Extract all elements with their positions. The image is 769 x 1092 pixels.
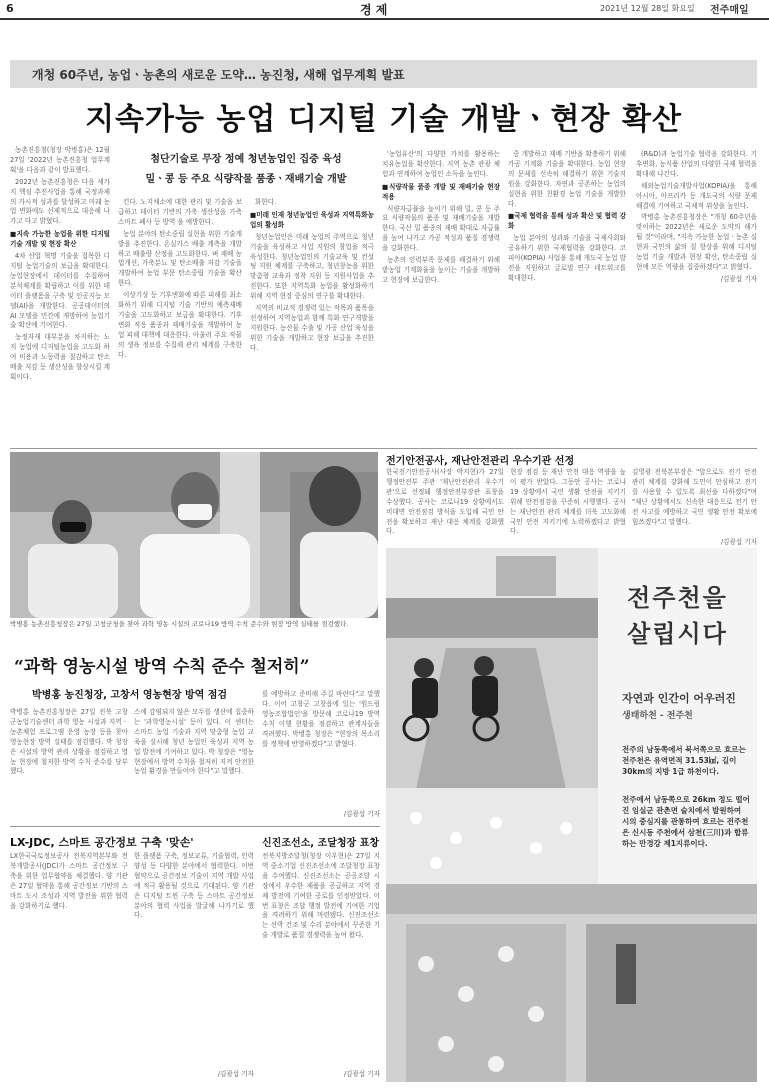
article1-byline: /김광섭 기자: [720, 274, 757, 283]
article1-section-title: ■지속 가능한 농업을 위한 디지털 기술 개발 및 현장 확산: [10, 230, 110, 249]
paper-name: 전주매일: [710, 5, 749, 16]
article1-col3-p3: 지역의 비교적 경쟁력 있는 작목과 품목을 선정하여 지역농업과 함께 특화 연구개발을 지원한다. 농산물 수출 및 가공 산업 육성을 위한 기술을 개발하고 현장 보급을 추진한다.: [250, 304, 374, 352]
article1-col5: [508, 150, 626, 446]
ad-panel: [598, 548, 757, 884]
article1-col1: [10, 146, 110, 446]
article1-col4: [382, 150, 500, 446]
kicker-bar: [10, 60, 757, 88]
article2-col3: 김영광 전북본부장은 "앞으로도 전기 안전 관리 체계를 강화해 도민이 안심하고 전기를 사용할 수 있도록 최선을 다하겠다"며 "재난 상황에서도 신속한 대응으로 전기 안전 사고를 예방하고 국민 생활 안전 확보에 힘쓰겠다"고 말했다.: [632, 468, 757, 526]
article3-col3: 를 예방하고 준비해 주길 바란다"고 말했다. 이어 고창군 고창읍에 있는 '원드림 영농조합법인'을 방문해 코로나19 방역 수칙 이행 현황을 점검하고 관계자들을 격려했다. 박병홍 청장은 "현장의 목소리를 정책에 반영하겠다"고 밝혔다.: [262, 690, 380, 748]
subhead-1: 첨단기술로 무장 정예 청년농업인 집중 육성: [150, 154, 342, 165]
article5-title: 신진조선소, 조달청장 표창: [262, 838, 380, 849]
article1-col4-heading: ■식량작물 품종 개발 및 재배기술 현장 적용: [382, 182, 500, 201]
article2-col2: 현장 점검 등 재난 안전 대응 역량을 높이 평가 받았다. 그동안 공사는 코로나19 상황에서 국민 생활 안전을 지키기 위해 안전점검을 꾸준히 시행했다. 공사는 재난안전 관리 체계를 더욱 고도화해 국민 안전 지키기에 노력하겠다고 밝혔다.: [510, 468, 626, 536]
article3-subtitle: 박병홍 농진청장, 고창서 영농현장 방역 점검: [32, 690, 228, 701]
ad-title-line2: 살립시다: [627, 620, 728, 648]
article4-col2: 한 플랫폼 구축, 정보교류, 기술협력, 인력 양성 등 다양한 분야에서 협력한다. 이번 협약으로 공간정보 기술이 지역 개발 사업에 적극 활용될 것으로 기대된다. 양 기관은 디지털 트윈 구축 등 스마트 공간정보 분야의 협력 사업을 발굴해 나가기로 했다.: [134, 852, 254, 920]
article1-col2-p2: 농업 분야의 탄소중립 실현을 위한 기술개발을 추진한다. 온실가스 배출 계측을 개발하고 배출량 산정을 고도화한다. 벼 재배 농법개선, 가축분뇨 및 탄소배출 저감 기술을 개발하여 농업 부문 탄소중립 기술을 확산한다.: [118, 229, 242, 288]
photo-caption: 박병홍 농촌진흥청장은 27일 고창군청을 찾아 과학 영농 시설의 코로나19 방역 수칙 준수와 현장 방역 실태를 점검했다.: [10, 620, 349, 628]
article3-col2: 스에 감염되지 않은 모두를 생산에 집중하는 '과학영농시설' 등이 있다. 이 센터는 스마트 농업 기술과 지역 맞춤형 농업 교육을 실시해 청년 농업인 육성과 지역 농업 발전에 기여하고 있다. 박 청장은 "영농 현장에서 방역 수칙을 철저히 지켜 안전한 농업 환경을 만들어야 한다"고 말했다.: [134, 708, 254, 776]
issue-date: 2021년 12월 28일 화요일: [600, 4, 695, 13]
ad-body-1: 전주의 남동쪽에서 북서쪽으로 흐르는 전주천은 유역면적 31.53㎢, 길이 30km의 지방 1급 하천이다.: [622, 745, 746, 776]
ad-subtitle-2: 생태하천 - 전주천: [622, 711, 693, 721]
article1-col5-heading: ■국제 협력을 통해 성과 확산 및 협력 강화: [508, 212, 626, 231]
page-header: [0, 0, 769, 20]
article1-body-1: 4차 산업 혁명 기술을 접목한 디지털 농업기술의 보급을 확대한다. 농업현장에서 데이터를 수집하여 분석체계를 확립하고 이를 위한 데이터 플랫폼을 구축 및 인공지능 모델(AI)을 개발한다. 공공데이터의 AI 모델을 민간에 개방하여 농업기술 확산에 기여한다.: [10, 252, 110, 330]
divider-bottom-left: [10, 826, 380, 827]
article5-col1: 전북지방조달청(청장 이우현)은 27일 지역 중소기업 신진조선소에 조달청장 표창을 수여했다. 신진조선소는 공공조달 시장에서 우수한 제품을 공급하고 지역 경제 발전에 기여한 공로를 인정받았다. 이번 표창은 조달 행정 발전에 기여한 기업을 격려하기 위해 마련됐다. 신진조선소는 선박 건조 및 수리 분야에서 꾸준한 기술 개발로 품질 경쟁력을 높여 왔다.: [262, 852, 380, 940]
article3-col1: 박병홍 농촌진흥청장은 27일 전북 고창군농업기술센터 과학 영농 시설과 지역ㆍ농촌체험 프로그램 운영 농장 등을 찾아 영농현장 방역 실태를 점검했다. 박 청장은 시설의 방역 관리 상황을 점검하고 영농 현장에 철저한 방역 수칙 준수를 당부했다.: [10, 708, 128, 776]
ad-subtitle-1: 자연과 인간이 어우러진: [622, 692, 736, 705]
section-divider: [10, 448, 757, 449]
article1-col5-p2: 농업 분야의 성과와 기술을 국제사회와 공유하기 위한 국제협력을 강화한다. 코피아(KOPIA) 사업을 통해 개도국 농업 발전을 지원하고 글로벌 연구 네트워크를 확대한다.: [508, 234, 626, 282]
article4-col1: LX한국국토정보공사 전북지역본부와 전북개발공사(JDC)가 스마트 공간정보 구축을 위한 업무협약을 체결했다. 양 기관은 27일 협약을 통해 공간정보 기반의 스마트 도시 조성과 지역 발전을 위한 협력을 강화하기로 했다.: [10, 852, 128, 910]
article1-col6-p3: 박병홍 농촌진흥청장은 "개청 60주년을 맞이하는 2022년은 새로운 도약의 해가 될 것"이라며, "지속 가능한 농업ㆍ농촌 실현과 국민의 삶의 질 향상을 위해 디지털 농업 기술 개발과 현장 확산, 탄소중립 실현에 모든 역량을 집중하겠다"고 밝혔다.: [636, 213, 757, 271]
article1-col3-p1: 화한다.: [255, 198, 277, 206]
ad-title-line1: 전주천을: [627, 584, 728, 612]
article1-col2-p1: 킨다. 노지채소에 대한 관리 및 기술을 보급하고 데이터 기반의 가축 생산성을 가축 스마트 폐사 등 방역 을 예방한다.: [118, 198, 242, 226]
subhead-2: 밀ㆍ콩 등 주요 식량작물 품종ㆍ재배기술 개발: [145, 174, 347, 185]
kicker-text: 개청 60주년, 농업ㆍ농촌의 새로운 도약… 농진청, 새해 업무계획 발표: [32, 68, 405, 82]
article2-title: 전기안전공사, 재난안전관리 우수기관 선정: [386, 456, 575, 467]
article1-col4-p2: 식량자급률을 높이기 위해 밀, 콩 등 주요 식량작물의 품종 및 재배기술을 개발한다. 국산 밀 품종의 재배 확대로 자급률을 높여 나가고 가공 적성과 품질 경쟁력을 강화한다.: [382, 204, 500, 253]
article3-byline: /김광섭 기자: [343, 810, 380, 818]
article4-byline: /김광섭 기자: [217, 1070, 254, 1078]
ad-body-2: 전주에서 남동쪽으로 26km 정도 떨어진 임실군 관촌면 슬치에서 발원하여 시의 중심지를 관통하여 흐르는 전주천은 신시동 주천에서 삼천(三川)과 합류하는 만경강 제1지류이다.: [622, 795, 750, 848]
article1-col6-p1: (R&D)과 농업기술 협력을 강화한다. 기후변화, 농식품 산업의 다양한 국제 협력을 확대해 나간다.: [636, 150, 757, 178]
headline: 지속가능 농업 디지털 기술 개발ㆍ현장 확산: [85, 102, 682, 137]
article1-col4-p1: '농업유산'의 다양한 가치를 활용하는 치유농업을 확산한다. 지역 농촌 관광 체험과 연계하여 농업인 소득을 높인다.: [382, 150, 500, 178]
article1-col6-p2: 해외농업기술개발사업(KOPIA)을 통해 아시아, 아프리카 등 개도국의 식량 문제 해결에 기여하고 국제적 위상을 높인다.: [636, 181, 757, 210]
article1-intro-2: 2022년 농촌진흥청은 다음 세가지 핵심 추진사업을 통해 국정과제의 가시적 성과를 달성하고 미래 농업 변화에도 선제적으로 대응해 나가고 다고 밝혔다.: [10, 177, 110, 226]
article1-col5-p1: 중 개발하고 재배 기반을 확충하기 위해 가공 기계화 기술을 확대한다. 농업 현장의 문제를 신속히 해결하기 위한 기술지원을 강화한다. 자연과 공존하는 농업의 실현을 위한 친환경 농업 기술을 개발한다.: [508, 150, 626, 208]
article2-col1: 한국전기안전공사(사장 박지현)가 27일 행정안전부 주관 '재난안전관리 우수기관'으로 선정돼 행정안전부장관 표창을 수상했다. 공사는 코로나19 상황에서도 비대면 안전점검 방식을 도입해 국민 안전을 확보하고 재난 대응 체계를 강화했다.: [386, 468, 504, 536]
article4-title: LX-JDC, 스마트 공간정보 구축 '맞손': [10, 836, 194, 849]
news-photo: [10, 452, 378, 618]
section-name: 경 제: [360, 3, 388, 17]
article1-col2-p3: 이상기상 등 기후변화에 따른 피해를 최소화하기 위해 디지털 기술 기반의 예측재배 기술을 고도화하고 보급을 확대한다. 기후변화 적응 품종과 재배기술을 개발하여 농업 피해 대책에 대응한다. 아울러 주요 작물의 생육 정보를 수집해 관리 체계를 구축한다.: [118, 291, 242, 359]
article1-col3-heading: ■미래 인재 청년농업인 육성과 지역특화농업의 활성화: [250, 210, 374, 229]
article1-intro-1: 농촌진흥청(청장 박병홍)은 12월 27일 '2022년 농촌진흥청 업무계획'을 다음과 같이 발표했다.: [10, 146, 110, 174]
article5-byline: /김광섭 기자: [343, 1070, 380, 1078]
article1-col6: [636, 150, 757, 446]
article1-col4-p3: 농촌의 인력부족 문제를 해결하기 위해 밭농업 기계화율을 높이는 기술을 개발하고 현장에 보급한다.: [382, 256, 500, 284]
article1-body-2: 농정자재 대부분을 차지하는 노지 농업에 디지털농업을 고도화 하여 비용과 노동력을 절감하고 탄소배출 저감 등 생산성을 향상시킬 계획이다.: [10, 333, 110, 381]
flower-photo: [386, 884, 757, 1082]
article2-byline: /김광섭 기자: [720, 538, 757, 546]
article1-col2: [118, 198, 242, 446]
article1-col3-p2: 청년농업인은 미래 농업의 주역으로 청년기술을 육성하고 사업 지원의 창업을 적극 육성한다. 청년농업인의 기술교육 및 컨설팅 지원 체계를 구축하고, 청년창농을 위한 맞춤형 교육과 정착 지원 등 지원사업을 추진한다. 또한 지역특화 농업을 활성화하기 위해 지역 현장 중심의 연구를 확대한다.: [250, 232, 374, 301]
article3-quote-headline: “과학 영농시설 방역 수칙 준수 철저히”: [14, 657, 310, 677]
article1-col3: [250, 198, 374, 446]
bike-photo: [386, 548, 598, 884]
page-number: 6: [6, 2, 14, 15]
